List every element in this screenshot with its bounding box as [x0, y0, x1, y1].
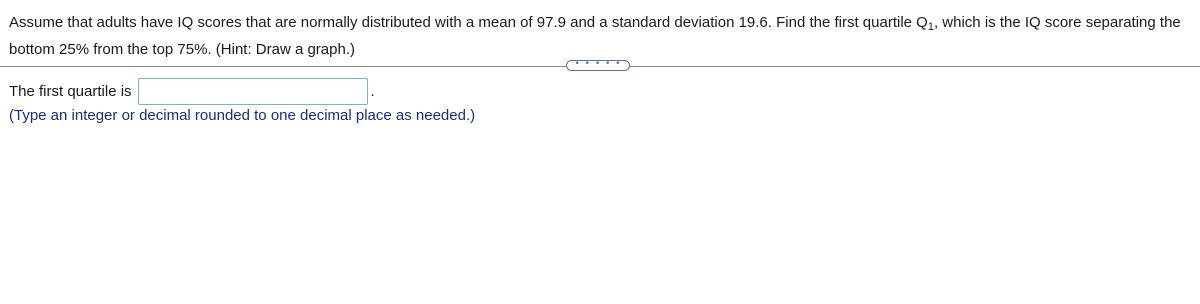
- rounding-hint: (Type an integer or decimal rounded to one decimal place as needed.): [9, 107, 476, 124]
- answer-label: The first quartile is: [9, 83, 132, 100]
- first-quartile-input[interactable]: [138, 78, 368, 105]
- answer-suffix: .: [370, 83, 375, 100]
- more-dots-icon: • • • • •: [574, 59, 622, 69]
- quartile-subscript: 1: [927, 21, 934, 33]
- question-text-part2: , which is the IQ score separating the bottom 25% from the top 75%. (Hint: Draw a graph.): [9, 14, 1181, 58]
- answer-row: [9, 77, 375, 106]
- question-text-part1: Assume that adults have IQ scores that are normally distributed with a mean of 97.9 and a standard deviation 19.6. Find the first quartile Q: [9, 14, 928, 31]
- question-text: [9, 9, 1189, 63]
- expand-more-button[interactable]: [566, 60, 630, 71]
